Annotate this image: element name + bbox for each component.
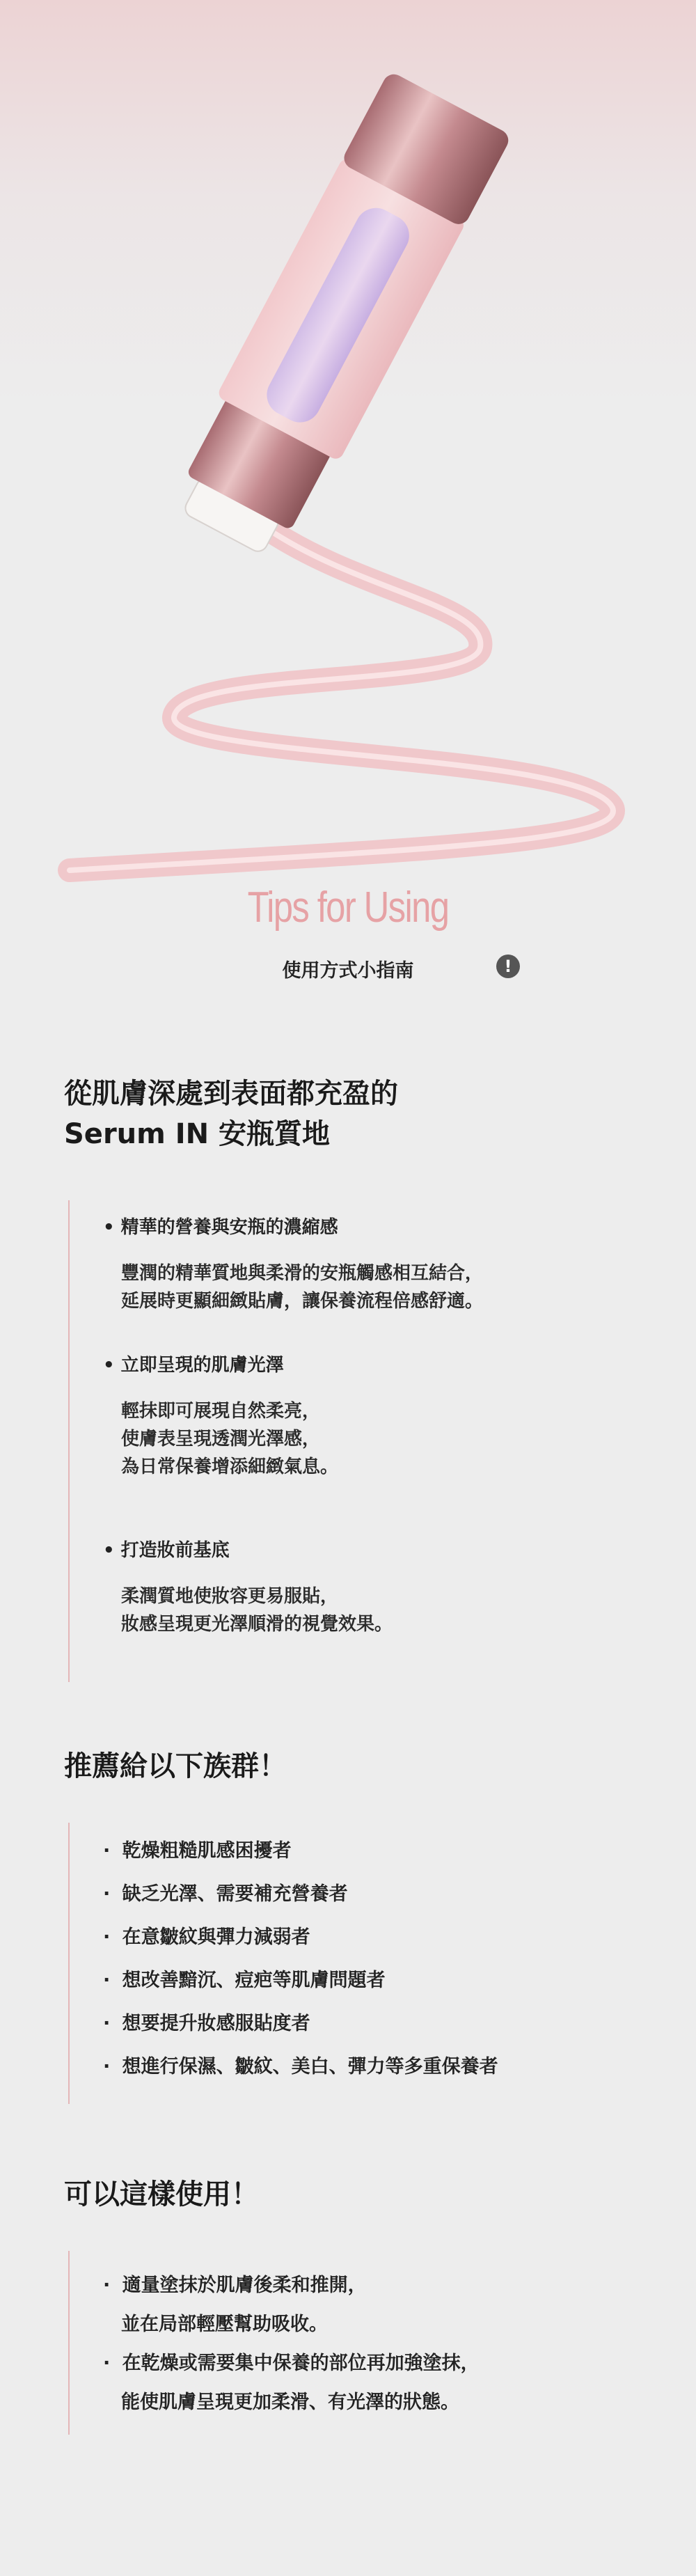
feature-line: 使膚表呈現透潤光澤感， (121, 1429, 321, 1450)
list-item: · 想改善黯沉、痘疤等肌膚問題者 (103, 1968, 498, 2011)
recommend-list (103, 1838, 498, 2097)
section3-heading: 可以這樣使用！ (64, 2178, 259, 2210)
feature-line: 輕抹即可展現自然柔亮， (121, 1401, 321, 1422)
feature-item (103, 1536, 393, 1638)
list-item: · 在意皺紋與彈力減弱者 (103, 1924, 498, 1968)
section1-heading-line1: 從肌膚深處到表面都充盈的 (64, 1078, 398, 1110)
list-item: 能使肌膚呈現更加柔滑、有光澤的狀態。 (121, 2392, 459, 2413)
section1-heading-line2: Serum IN 安瓶質地 (64, 1118, 331, 1150)
feature-line: 妝感呈現更光澤順滑的視覺效果。 (121, 1614, 393, 1635)
feature-line: 延展時更顯細緻貼膚，讓保養流程倍感舒適。 (121, 1291, 484, 1312)
feature-title: • 打造妝前基底 (103, 1536, 393, 1562)
feature-line: 柔潤質地使妝容更易服貼， (121, 1586, 339, 1607)
section2-divider (68, 1823, 70, 2104)
usage-list (103, 2266, 480, 2422)
feature-body (121, 1397, 338, 1481)
gel-trail (70, 529, 613, 870)
list-item: · 想要提升妝感服貼度者 (103, 2011, 498, 2054)
feature-line: 豐潤的精華質地與柔滑的安瓶觸感相互結合， (121, 1263, 484, 1284)
product-illustration (0, 0, 696, 898)
feature-body (121, 1582, 393, 1638)
section2-heading: 推薦給以下族群！ (64, 1750, 287, 1782)
hero-banner (0, 0, 696, 982)
section1-divider (68, 1200, 70, 1682)
section3-divider (68, 2251, 70, 2435)
feature-title: • 精華的營養與安瓶的濃縮感 (103, 1213, 483, 1239)
serum-bottle (161, 70, 512, 566)
tips-subtitle: 使用方式小指南 (282, 960, 414, 982)
list-item: · 缺乏光澤、需要補充營養者 (103, 1881, 498, 1924)
exclamation-icon: ! (496, 955, 520, 978)
list-item: · 適量塗抹於肌膚後柔和推開， (103, 2266, 480, 2305)
list-item: · 在乾燥或需要集中保養的部位再加強塗抹， (103, 2344, 480, 2383)
feature-item (103, 1213, 483, 1315)
list-item: · 乾燥粗糙肌感困擾者 (103, 1838, 498, 1881)
feature-item (103, 1351, 338, 1481)
list-item: 並在局部輕壓幫助吸收。 (121, 2314, 328, 2335)
feature-line: 為日常保養增添細緻氣息。 (121, 1456, 339, 1477)
tips-title: Tips for Using (247, 883, 449, 932)
feature-body (121, 1259, 483, 1315)
feature-title: • 立即呈現的肌膚光澤 (103, 1351, 338, 1376)
section1-heading (64, 1074, 398, 1154)
list-item: · 想進行保濕、皺紋、美白、彈力等多重保養者 (103, 2054, 498, 2097)
